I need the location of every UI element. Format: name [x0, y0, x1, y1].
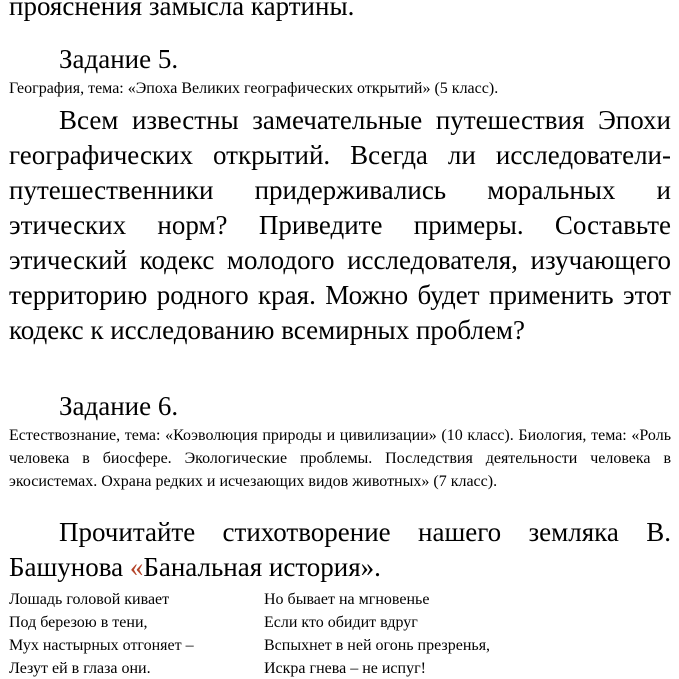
task-5-text: Всем известны замечательные путешествия Эпохи географических открытий. Всегда ли исследователи-путешественники придерживались моральных и этических норм? Приведите примеры. Составьте этический кодекс молодого исследователя, изучающего территорию родного края. Можно будет применить этот кодекс к исследованию всемирных проблем?	[9, 105, 671, 345]
task-6-subject: Естествознание, тема: «Коэволюция природы и цивилизации» (10 класс). Биология, тема: «Роль человека в биосфере. Экологические проблемы. Последствия деятельности человека в экосистемах. Охрана редких и исчезающих видов животных» (7 класс).	[9, 427, 671, 490]
task-5-subject: География, тема: «Эпоха Великих географических открытий» (5 класс).	[9, 80, 499, 97]
poem-line: Мух настырных отгоняет –	[9, 637, 194, 654]
task-5-heading: Задание 5.	[59, 44, 179, 74]
previous-paragraph-fragment: прояснения замысла картины.	[9, 0, 355, 21]
open-quote-mark: «	[129, 552, 144, 582]
task-6-text	[9, 515, 671, 585]
poem-title: Банальная история».	[143, 552, 381, 582]
poem-line: Под березою в тени,	[9, 614, 148, 631]
poem-column-left	[9, 588, 194, 679]
poem-line: Но бывает на мгновенье	[264, 591, 430, 608]
poem-line: Если кто обидит вдруг	[264, 614, 418, 631]
poem-column-right	[264, 588, 490, 679]
task-6-text-lead: Прочитайте стихотворение нашего земляка В. Башунова	[9, 517, 671, 582]
poem-line: Искра гнева – не испуг!	[264, 660, 426, 677]
poem-line: Вспыхнет в ней огонь презренья,	[264, 637, 491, 654]
task-6-heading: Задание 6.	[59, 391, 179, 421]
poem-line: Лошадь головой кивает	[9, 591, 170, 608]
poem-line: Лезут ей в глаза они.	[9, 660, 151, 677]
